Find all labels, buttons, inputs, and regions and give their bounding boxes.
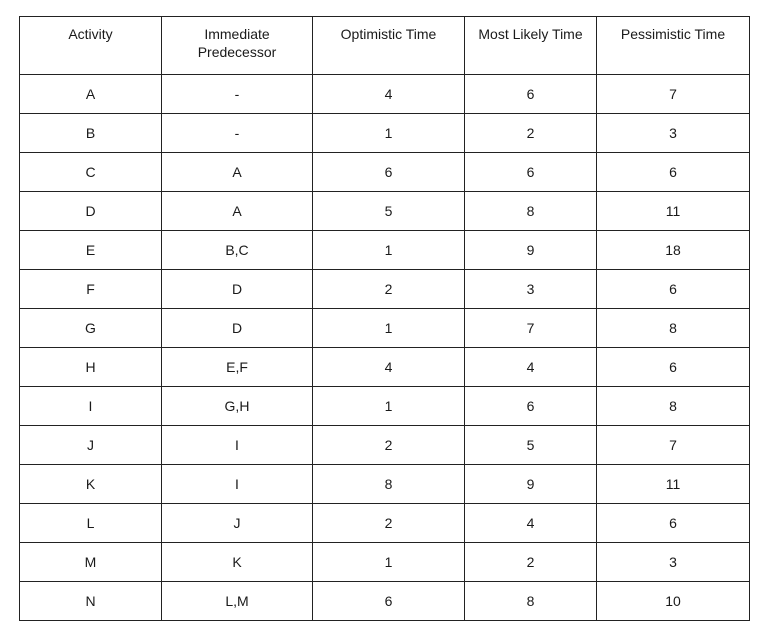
header-most-likely-time-label: Most Likely Time — [478, 26, 583, 42]
table-row — [20, 465, 750, 504]
cell-optimistic: 1 — [313, 387, 465, 426]
cell-optimistic: 1 — [313, 543, 465, 582]
cell-pessimistic: 7 — [597, 75, 750, 114]
table-row — [20, 543, 750, 582]
header-row — [20, 17, 750, 75]
header-optimistic-time-label: Optimistic Time — [340, 26, 437, 42]
table-row — [20, 231, 750, 270]
cell-predecessor: K — [162, 543, 313, 582]
cell-predecessor: I — [162, 426, 313, 465]
header-activity — [20, 17, 162, 75]
cell-predecessor: J — [162, 504, 313, 543]
cell-predecessor: - — [162, 75, 313, 114]
cell-predecessor: D — [162, 270, 313, 309]
cell-pessimistic: 11 — [597, 465, 750, 504]
cell-most-likely: 7 — [465, 309, 597, 348]
activity-table — [19, 16, 750, 621]
cell-most-likely: 3 — [465, 270, 597, 309]
cell-optimistic: 1 — [313, 114, 465, 153]
table-row — [20, 153, 750, 192]
cell-predecessor: A — [162, 192, 313, 231]
cell-optimistic: 2 — [313, 270, 465, 309]
table-row — [20, 75, 750, 114]
table-row — [20, 270, 750, 309]
cell-activity: L — [20, 504, 162, 543]
cell-activity: G — [20, 309, 162, 348]
cell-optimistic: 4 — [313, 348, 465, 387]
cell-most-likely: 9 — [465, 465, 597, 504]
header-immediate-predecessor-label: Immediate Predecessor — [197, 26, 277, 60]
cell-activity: N — [20, 582, 162, 621]
cell-most-likely: 8 — [465, 192, 597, 231]
cell-activity: H — [20, 348, 162, 387]
cell-predecessor: L,M — [162, 582, 313, 621]
cell-predecessor: - — [162, 114, 313, 153]
cell-predecessor: B,C — [162, 231, 313, 270]
cell-pessimistic: 7 — [597, 426, 750, 465]
cell-predecessor: I — [162, 465, 313, 504]
cell-most-likely: 2 — [465, 114, 597, 153]
cell-optimistic: 2 — [313, 504, 465, 543]
cell-most-likely: 4 — [465, 504, 597, 543]
cell-optimistic: 1 — [313, 309, 465, 348]
header-pessimistic-time-label: Pessimistic Time — [620, 26, 726, 42]
cell-pessimistic: 11 — [597, 192, 750, 231]
cell-optimistic: 6 — [313, 153, 465, 192]
table-row — [20, 114, 750, 153]
cell-activity: D — [20, 192, 162, 231]
cell-activity: C — [20, 153, 162, 192]
cell-predecessor: E,F — [162, 348, 313, 387]
cell-most-likely: 6 — [465, 387, 597, 426]
cell-pessimistic: 3 — [597, 543, 750, 582]
table-row — [20, 387, 750, 426]
header-pessimistic-time — [597, 17, 750, 75]
cell-pessimistic: 6 — [597, 348, 750, 387]
table-header — [20, 17, 750, 75]
cell-activity: M — [20, 543, 162, 582]
table-row — [20, 309, 750, 348]
cell-optimistic: 6 — [313, 582, 465, 621]
cell-predecessor: D — [162, 309, 313, 348]
cell-activity: B — [20, 114, 162, 153]
cell-most-likely: 5 — [465, 426, 597, 465]
table-row — [20, 192, 750, 231]
table-row — [20, 582, 750, 621]
cell-activity: A — [20, 75, 162, 114]
cell-activity: I — [20, 387, 162, 426]
cell-optimistic: 5 — [313, 192, 465, 231]
cell-optimistic: 8 — [313, 465, 465, 504]
cell-optimistic: 2 — [313, 426, 465, 465]
cell-pessimistic: 6 — [597, 153, 750, 192]
header-optimistic-time — [313, 17, 465, 75]
cell-pessimistic: 8 — [597, 387, 750, 426]
cell-most-likely: 8 — [465, 582, 597, 621]
cell-predecessor: G,H — [162, 387, 313, 426]
table-body — [20, 75, 750, 621]
cell-most-likely: 4 — [465, 348, 597, 387]
table-row — [20, 504, 750, 543]
cell-activity: F — [20, 270, 162, 309]
cell-activity: K — [20, 465, 162, 504]
cell-pessimistic: 6 — [597, 504, 750, 543]
cell-optimistic: 1 — [313, 231, 465, 270]
cell-pessimistic: 8 — [597, 309, 750, 348]
cell-pessimistic: 10 — [597, 582, 750, 621]
cell-pessimistic: 3 — [597, 114, 750, 153]
cell-pessimistic: 18 — [597, 231, 750, 270]
table-row — [20, 426, 750, 465]
cell-pessimistic: 6 — [597, 270, 750, 309]
cell-activity: J — [20, 426, 162, 465]
cell-most-likely: 9 — [465, 231, 597, 270]
header-most-likely-time — [465, 17, 597, 75]
cell-most-likely: 6 — [465, 153, 597, 192]
cell-predecessor: A — [162, 153, 313, 192]
table-row — [20, 348, 750, 387]
header-immediate-predecessor — [162, 17, 313, 75]
header-activity-label: Activity — [68, 26, 113, 42]
cell-optimistic: 4 — [313, 75, 465, 114]
cell-most-likely: 2 — [465, 543, 597, 582]
cell-activity: E — [20, 231, 162, 270]
cell-most-likely: 6 — [465, 75, 597, 114]
